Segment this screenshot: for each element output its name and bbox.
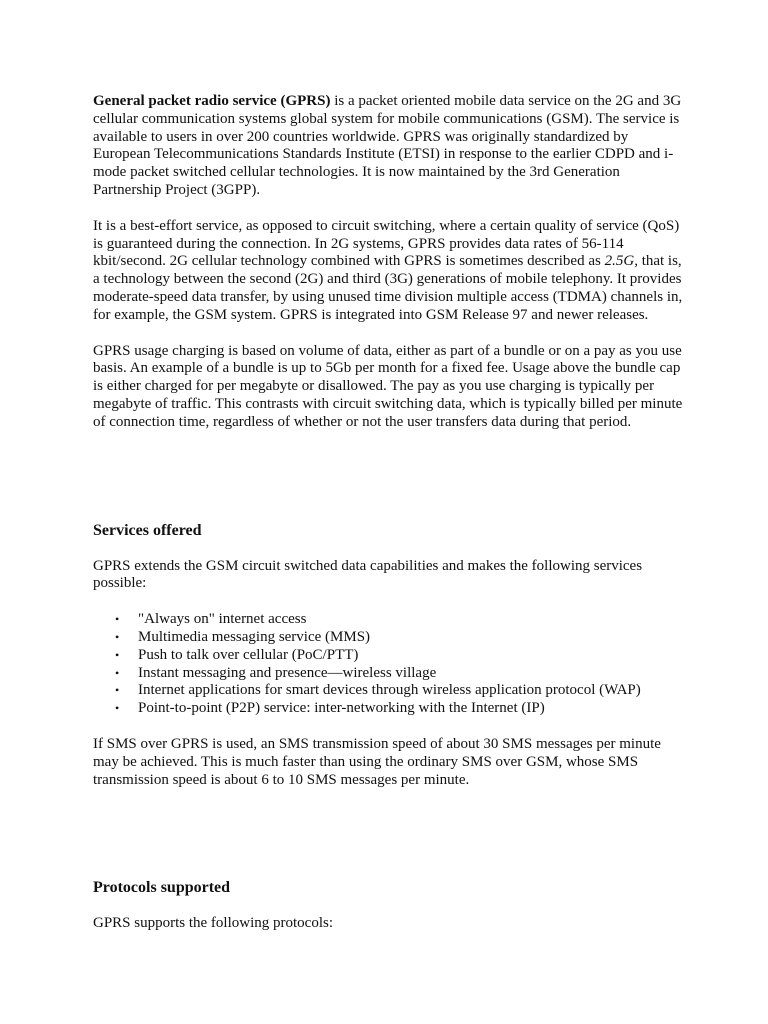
list-item: • "Always on" internet access: [115, 611, 307, 628]
bullet-icon: •: [115, 701, 120, 716]
services-list: [93, 611, 683, 718]
bullet-icon: •: [115, 683, 120, 698]
intro-paragraph-1: [93, 93, 683, 200]
list-item: • Internet applications for smart devices through wireless application protocol (WAP): [115, 682, 641, 699]
bullet-icon: •: [115, 665, 120, 680]
charging-paragraph: GPRS usage charging is based on volume of data, either as part of a bundle or on a pay as you use basis. An example of a bundle is up to 5Gb per month for a fixed fee. Usage above the bundle cap is either charged for per megabyte or disallowed. The pay as you use charging is typically per megabyte of traffic. This contrasts with circuit switching data, which is typically billed per minute of connection time, regardless of whether or not the user transfers data during that period.: [93, 342, 683, 430]
intro-paragraph-2-text-b: , that is, a technology between the second (2G) and third (3G) generations of mobile telephony. It provides moderate-speed data transfer, by using unused time division multiple access (TDMA) channels in, for example, the GSM system. GPRS is integrated into GSM Release 97 and newer releases.: [93, 253, 683, 323]
bullet-icon: •: [115, 612, 120, 627]
intro-paragraph-1-text: is a packet oriented mobile data service on the 2G and 3G cellular communication systems global system for mobile communications (GSM). The service is available to users in over 200 countries worldwide. GPRS was originally standardized by European Telecommunications Standards Institute (ETSI) in response to the earlier CDPD and i-mode packet switched cellular technologies. It is now maintained by the 3rd Generation Partnership Project (3GPP).: [93, 93, 682, 198]
gprs-term: General packet radio service (GPRS): [93, 93, 331, 109]
services-intro: GPRS extends the GSM circuit switched data capabilities and makes the following services possible:: [93, 557, 643, 592]
list-item: • Multimedia messaging service (MMS): [115, 628, 371, 645]
protocols-heading: Protocols supported: [93, 879, 231, 897]
section-spacer: [93, 807, 683, 878]
term-2-5g: 2.5G: [604, 253, 635, 270]
list-item: • Instant messaging and presence—wireless village: [115, 664, 437, 681]
list-item: • Point-to-point (P2P) service: inter-networking with the Internet (IP): [115, 700, 545, 717]
list-item: • Push to talk over cellular (PoC/PTT): [115, 646, 359, 663]
document-page: [93, 93, 683, 951]
protocols-intro: GPRS supports the following protocols:: [93, 915, 334, 932]
bullet-icon: •: [115, 629, 120, 644]
bullet-icon: •: [115, 647, 120, 662]
services-heading: Services offered: [93, 521, 202, 539]
intro-paragraph-2-text-a: It is a best-effort service, as opposed to circuit switching, where a certain quality of service (QoS) is guaranteed during the connection. In 2G systems, GPRS provides data rates of 56-114 kbit/second. 2G cellular technology combined with GPRS is sometimes described as: [93, 217, 680, 270]
intro-paragraph-2: [93, 218, 683, 325]
sms-paragraph: If SMS over GPRS is used, an SMS transmission speed of about 30 SMS messages per minute may be achieved. This is much faster than using the ordinary SMS over GSM, whose SMS transmission speed is about 6 to 10 SMS messages per minute.: [93, 735, 661, 788]
section-spacer: [93, 450, 683, 521]
